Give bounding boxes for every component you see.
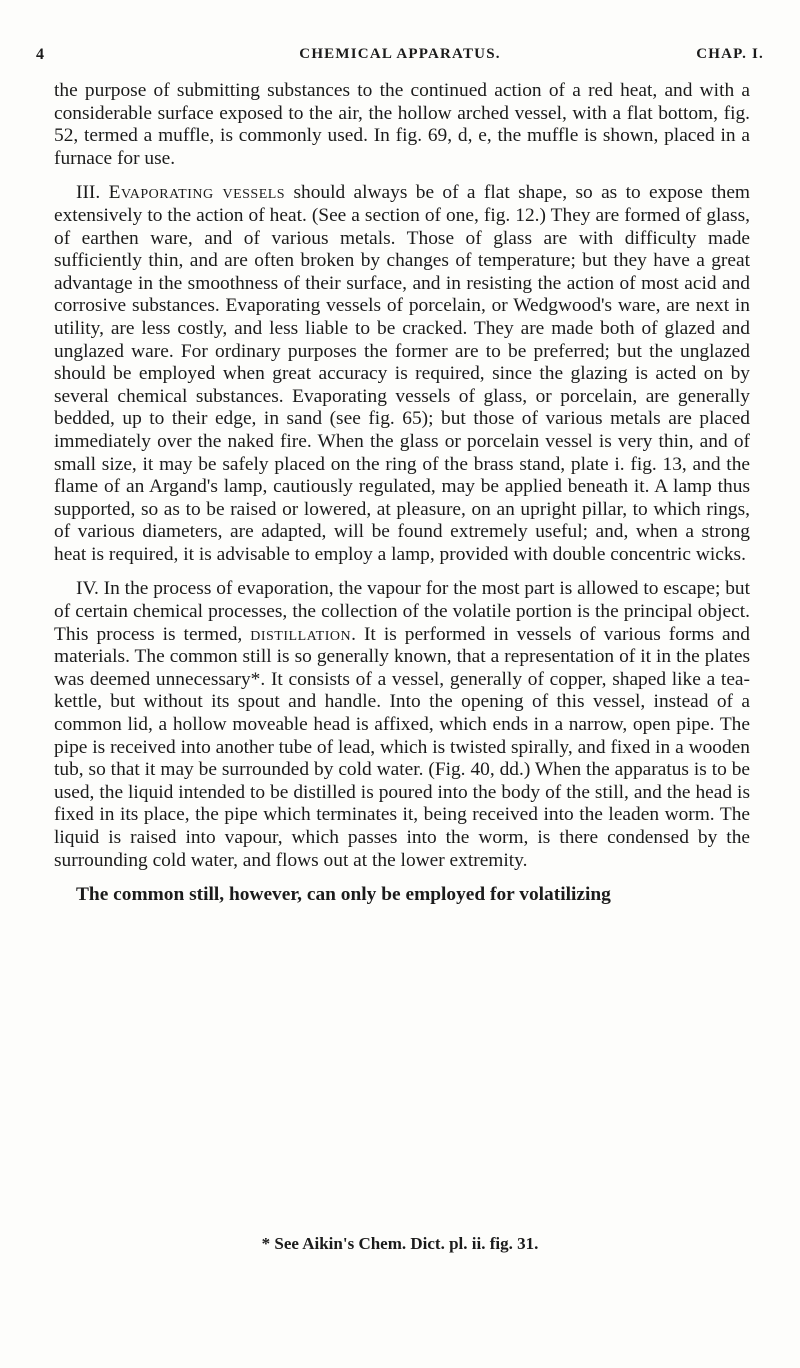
section-numeral: III. xyxy=(76,182,101,204)
paragraph-evaporating-vessels xyxy=(54,182,750,566)
term-distillation: distillation xyxy=(250,623,352,645)
page-body xyxy=(54,80,750,919)
paragraph-text: should always be of a flat shape, so as to expose them extensively to the action of heat. (See a section of one, fig. 12.) They are formed of glass, of earthen ware, and of various metals. Those of glass are with difficulty made sufficiently thin, and are often broken by changes of temperature; but they have a great advantage in the smoothness of their surface, and in resisting the action of most acid and corrosive substances. Evaporating vessels of porcelain, or Wedgwood's ware, are next in utility, are less costly, and less liable to be cracked. They are made both of glazed and unglazed ware. For ordinary purposes the former are to be preferred; but the unglazed should be employed when great accuracy is required, since the glazing is acted on by several chemical substances. Evaporating vessels of glass, or porcelain, are generally bedded, up to their edge, in sand (see fig. 65); but those of various metals are placed immediately over the naked fire. When the glass or porcelain vessel is very thin, and of small size, it may be safely placed on the ring of the brass stand, plate i. fig. 13, and the flame of an Argand's lamp, cautiously regulated, may be applied beneath it. A lamp thus supported, so as to be raised or lowered, at pleasure, on an upright pillar, to which rings, of various diameters, are adapted, will be found extremely useful; and, when a strong heat is required, it is advisable to employ a lamp, provided with double concentric wicks. xyxy=(54,182,751,565)
running-title: CHEMICAL APPARATUS. xyxy=(299,46,501,62)
chapter-label: CHAP. I. xyxy=(696,46,764,62)
page-number: 4 xyxy=(36,46,46,63)
paragraph-distillation xyxy=(54,578,750,872)
paragraph-text: . It is performed in vessels of various forms and materials. The common still is so generally known, that a representation of it in the plates was deemed unnecessary*. It consists of a vessel, generally of copper, shaped like a tea-kettle, but without its spout and handle. Into the opening of this vessel, instead of a common lid, a hollow moveable head is affixed, which ends in a narrow, open pipe. The pipe is received into another tube of lead, which is twisted spirally, and fixed in a wooden tub, so that it may be surrounded by cold water. (Fig. 40, dd.) When the apparatus is to be used, the liquid intended to be distilled is poured into the body of the still, and the head is fixed in its place, the pipe which terminates it, being received into the leaden worm. The liquid is raised into vapour, which passes into the worm, is there condensed by the surrounding cold water, and flows out at the lower extremity. xyxy=(54,623,750,871)
footnote: * See Aikin's Chem. Dict. pl. ii. fig. 31. xyxy=(261,1234,539,1253)
running-header xyxy=(36,44,764,68)
section-heading: Evaporating vessels xyxy=(108,182,286,204)
paragraph-still: The common still, however, can only be employed for volatilizing xyxy=(76,884,611,906)
paragraph-text: IV. In the process of evaporation, the vapour for the most part is allowed to escape; but of certain chemical processes, the collection of the volatile portion is the principal object. This process is termed, xyxy=(54,578,750,645)
paragraph-muffle: the purpose of submitting substances to the continued action of a red heat, and with a considerable surface exposed to the air, the hollow arched vessel, with a flat bottom, fig. 52, termed a muffle, is commonly used. In fig. 69, d, e, the muffle is shown, placed in a furnace for use. xyxy=(54,80,750,169)
